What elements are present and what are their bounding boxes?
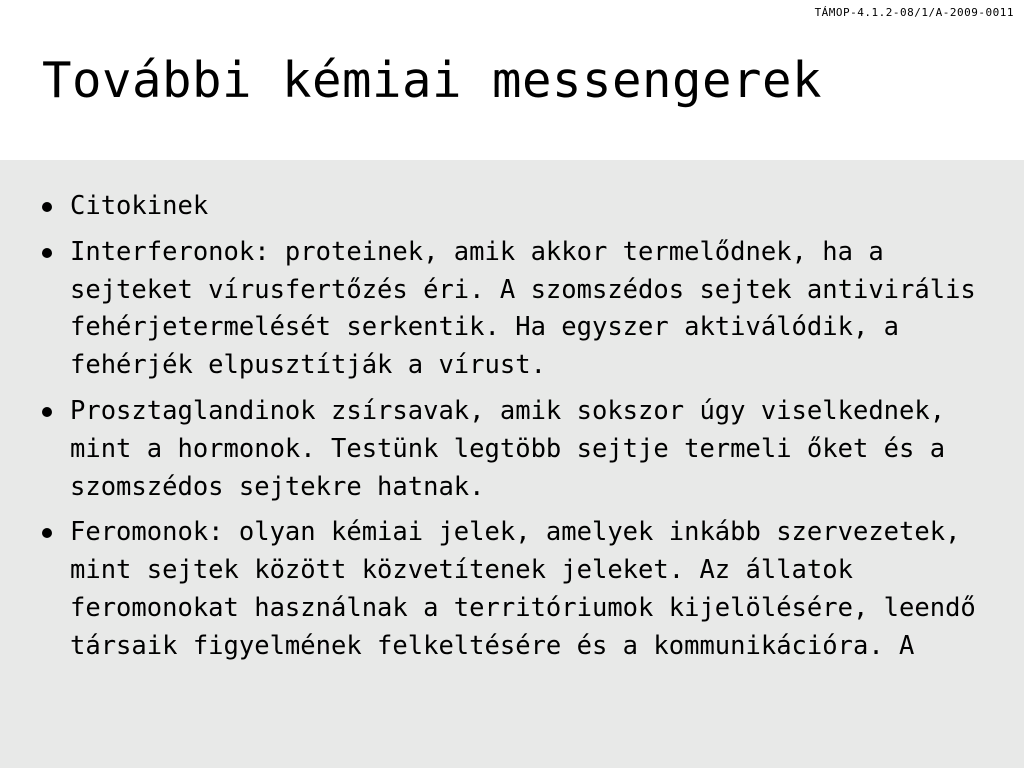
bullet-text: Citokinek bbox=[70, 191, 209, 221]
bullet-text: Feromonok: olyan kémiai jelek, amelyek inkább szervezetek, mint sejtek között közvetítenek jeleket. Az állatok feromonokat használnak a territóriumok kijelölésére, leendő társaik figyelmének felkeltésére és a kommunikációra. A bbox=[70, 517, 976, 661]
bullet-dot-icon bbox=[42, 202, 52, 212]
bullet-item bbox=[42, 188, 982, 226]
project-code: TÁMOP-4.1.2-08/1/A-2009-0011 bbox=[814, 6, 1014, 19]
bullet-dot-icon bbox=[42, 407, 52, 417]
bullet-list bbox=[42, 188, 982, 674]
bullet-item bbox=[42, 234, 982, 385]
bullet-item bbox=[42, 514, 982, 665]
content-area bbox=[0, 160, 1024, 768]
title-area bbox=[0, 0, 1024, 160]
bullet-text: Interferonok: proteinek, amik akkor termelődnek, ha a sejteket vírusfertőzés éri. A szomszédos sejtek antivirális fehérjetermelését serkentik. Ha egyszer aktiválódik, a fehérjék elpusztítják a vírust. bbox=[70, 236, 976, 381]
slide-title: További kémiai messengerek bbox=[42, 52, 823, 109]
bullet-dot-icon bbox=[42, 528, 52, 538]
bullet-item bbox=[42, 393, 982, 506]
bullet-dot-icon bbox=[42, 248, 52, 258]
bullet-text: Prosztaglandinok zsírsavak, amik sokszor úgy viselkednek, mint a hormonok. Testünk legtöbb sejtje termeli őket és a szomszédos sejtekre hatnak. bbox=[70, 395, 946, 502]
